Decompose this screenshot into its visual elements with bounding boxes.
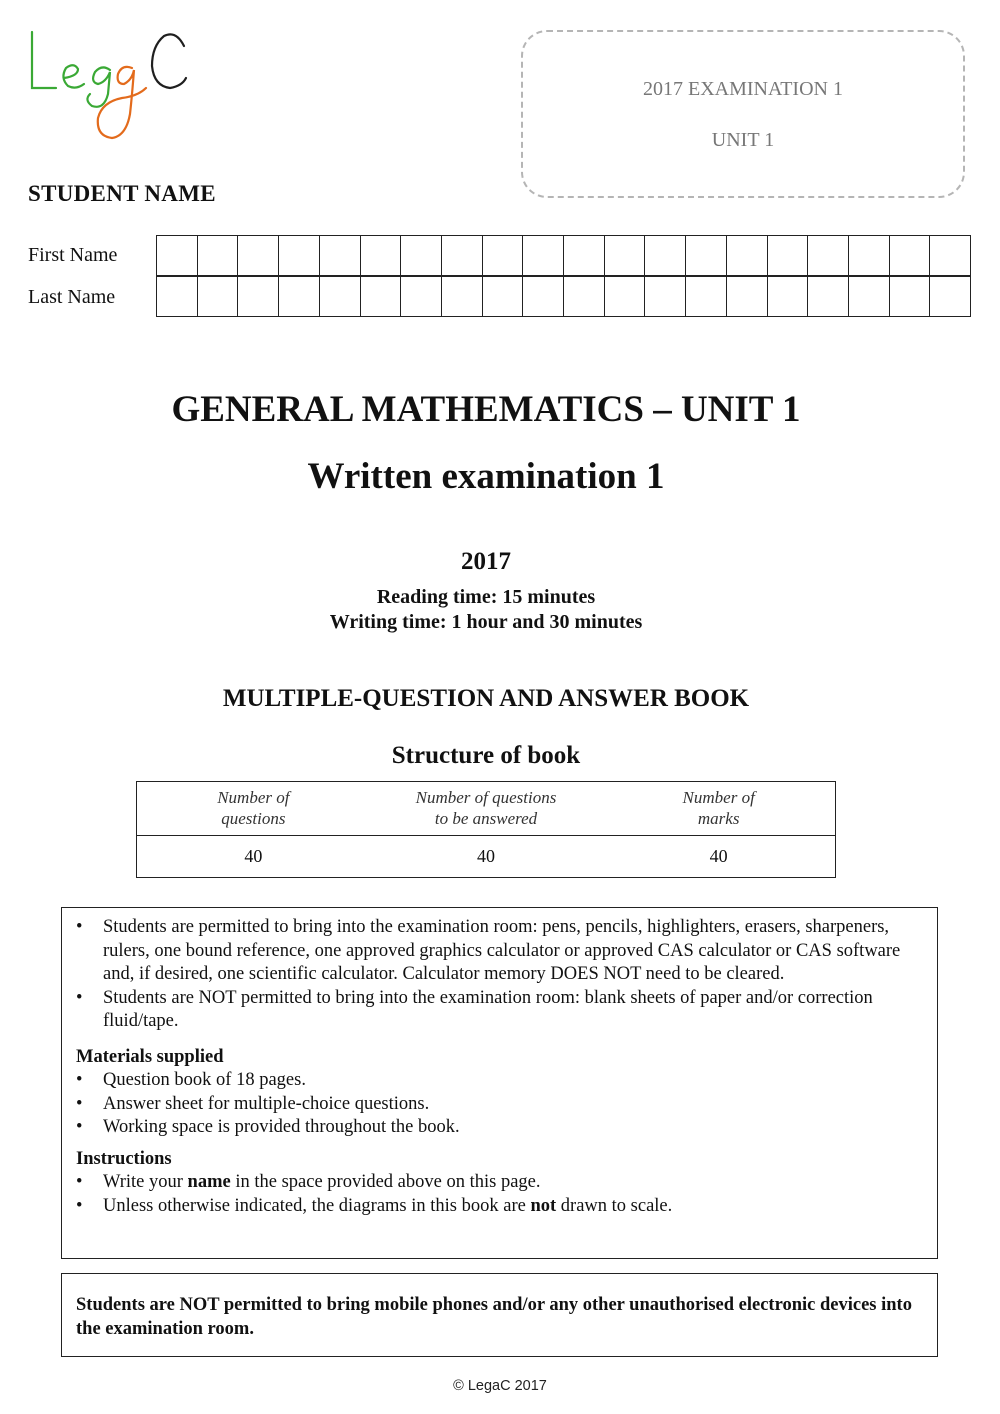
instruction-text: drawn to scale. [556, 1195, 673, 1216]
letter-box[interactable] [890, 236, 931, 275]
student-name-heading: STUDENT NAME [28, 181, 216, 206]
value-questions-to-answer: 40 [477, 845, 495, 866]
letter-box[interactable] [198, 236, 239, 275]
exam-subtitle: Written examination 1 [307, 456, 665, 497]
letter-box[interactable] [157, 236, 198, 275]
letter-box[interactable] [890, 277, 931, 316]
first-name-boxes[interactable] [156, 235, 971, 276]
first-name-label: First Name [28, 244, 118, 266]
letter-box[interactable] [605, 236, 646, 275]
logo-letter-g [87, 67, 110, 106]
letter-box[interactable] [198, 277, 239, 316]
value-number-of-marks: 40 [709, 845, 728, 866]
reading-time: Reading time: 15 minutes [376, 586, 596, 608]
exam-info-box [521, 30, 965, 198]
letter-box[interactable] [564, 277, 605, 316]
letter-box[interactable] [686, 277, 727, 316]
letter-box[interactable] [768, 277, 809, 316]
book-type: MULTIPLE-QUESTION AND ANSWER BOOK [222, 685, 750, 712]
logo-letter-L [32, 32, 56, 88]
header-questions-to-answer: Number of questions to be answered [415, 788, 557, 828]
letter-box[interactable] [157, 277, 198, 316]
header-number-of-questions: Number of questions [217, 788, 290, 828]
writing-time: Writing time: 1 hour and 30 minutes [329, 611, 643, 633]
material-item: • Question book of 18 pages. [76, 1069, 923, 1093]
letter-box[interactable] [686, 236, 727, 275]
exam-year: 2017 [461, 548, 511, 575]
instructions-heading: Instructions [76, 1148, 172, 1169]
instruction-item [76, 1171, 923, 1195]
letter-box[interactable] [849, 277, 890, 316]
materials-heading: Materials supplied [76, 1046, 224, 1067]
letter-box[interactable] [238, 277, 279, 316]
rule-not-permitted: • Students are NOT permitted to bring into the examination room: blank sheets of paper and/or correction fluid/tape. [76, 987, 923, 1034]
letter-box[interactable] [320, 277, 361, 316]
letter-box[interactable] [442, 277, 483, 316]
letter-box[interactable] [930, 277, 970, 316]
structure-table-header [137, 782, 835, 836]
copyright-footer: © LegaC 2017 [453, 1378, 547, 1394]
letter-box[interactable] [727, 236, 768, 275]
letter-box[interactable] [361, 236, 402, 275]
letter-box[interactable] [808, 277, 849, 316]
letter-box[interactable] [645, 236, 686, 275]
letter-box[interactable] [279, 236, 320, 275]
logo-letter-C [152, 34, 186, 88]
letter-box[interactable] [768, 236, 809, 275]
letter-box[interactable] [361, 277, 402, 316]
letter-box[interactable] [279, 277, 320, 316]
letter-box[interactable] [238, 236, 279, 275]
value-number-of-questions: 40 [244, 845, 263, 866]
letter-box[interactable] [523, 236, 564, 275]
instruction-text: in the space provided above on this page. [230, 1172, 541, 1192]
last-name-boxes[interactable] [156, 276, 971, 317]
letter-box[interactable] [605, 277, 646, 316]
letter-box[interactable] [401, 236, 442, 275]
letter-box[interactable] [930, 236, 970, 275]
letter-box[interactable] [483, 277, 524, 316]
letter-box[interactable] [564, 236, 605, 275]
instruction-text: Write your [103, 1172, 188, 1192]
letter-box[interactable] [483, 236, 524, 275]
mobile-phone-warning: Students are NOT permitted to bring mobile phones and/or any other unauthorised electronic devices into the examination room. [61, 1273, 938, 1357]
letter-box[interactable] [401, 277, 442, 316]
rule-permitted: • Students are permitted to bring into the examination room: pens, pencils, highlighters, erasers, sharpeners, rulers, one bound reference, one approved graphics calculator or approved CAS calculator or CAS software and, if desired, one scientific calculator. Calculator memory DOES NOT need to be cleared. [76, 916, 923, 987]
header-number-of-marks: Number of marks [682, 788, 755, 828]
structure-heading: Structure of book [391, 742, 581, 769]
letter-box[interactable] [442, 236, 483, 275]
letter-box[interactable] [727, 277, 768, 316]
material-item: • Answer sheet for multiple-choice questions. [76, 1093, 923, 1117]
letter-box[interactable] [849, 236, 890, 275]
exam-year-label: 2017 EXAMINATION 1 [643, 78, 843, 100]
letter-box[interactable] [808, 236, 849, 275]
legac-logo [26, 22, 196, 152]
structure-table-row [137, 835, 835, 877]
material-item: • Working space is provided throughout the book. [76, 1116, 923, 1140]
structure-table [136, 781, 836, 878]
exam-unit-label: UNIT 1 [711, 129, 775, 151]
logo-letter-e [63, 65, 84, 87]
letter-box[interactable] [523, 277, 564, 316]
instruction-text: Unless otherwise indicated, the diagrams in this book are [103, 1195, 531, 1216]
instruction-item [76, 1195, 923, 1219]
rules-box [61, 907, 938, 1259]
last-name-label: Last Name [28, 286, 116, 308]
instruction-emphasis: not [530, 1195, 557, 1216]
exam-title: GENERAL MATHEMATICS – UNIT 1 [171, 389, 801, 430]
letter-box[interactable] [320, 236, 361, 275]
letter-box[interactable] [645, 277, 686, 316]
instruction-emphasis: name [187, 1172, 231, 1192]
